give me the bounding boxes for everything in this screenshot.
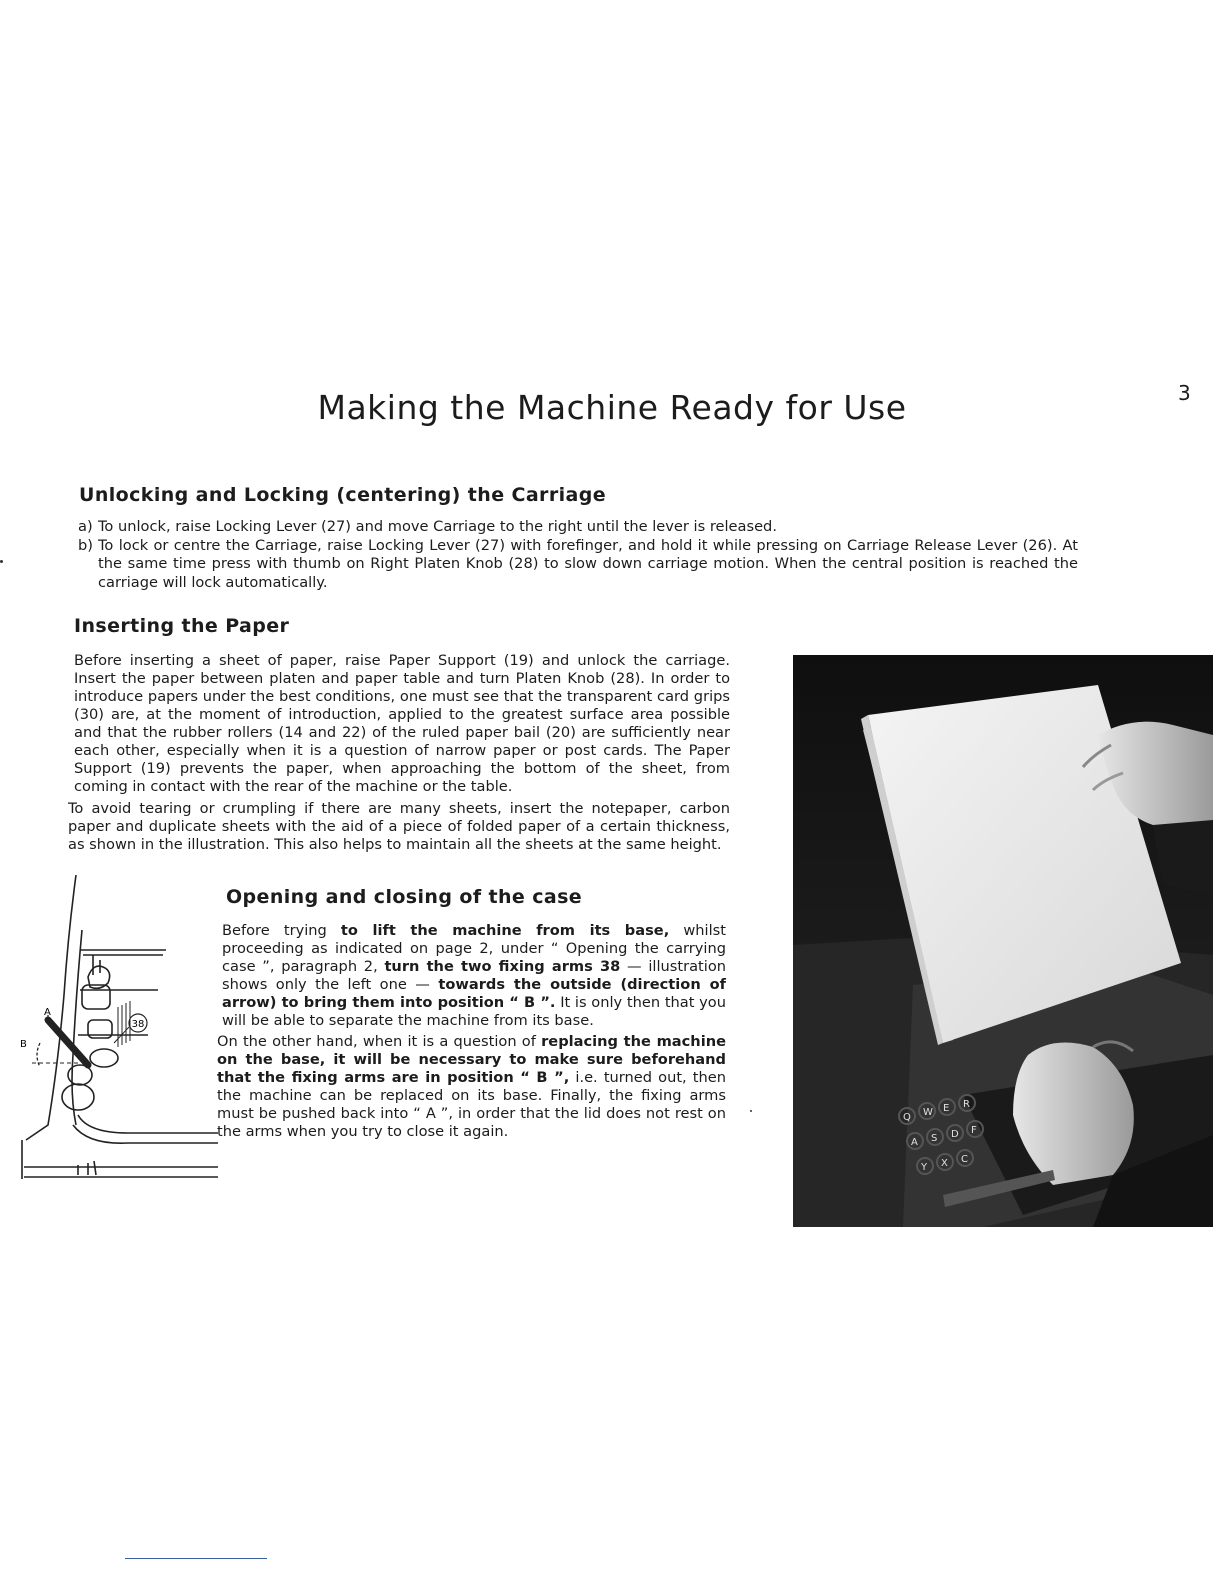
list-marker: b) bbox=[78, 536, 93, 554]
photo-key: A bbox=[911, 1137, 918, 1148]
unlocking-heading: Unlocking and Locking (centering) the Carriage bbox=[79, 484, 607, 506]
photo-key: D bbox=[951, 1129, 959, 1140]
photo-key: X bbox=[941, 1158, 948, 1169]
position-b-label: B bbox=[20, 1039, 27, 1050]
photo-key: E bbox=[943, 1103, 950, 1114]
photo-key: Y bbox=[921, 1162, 928, 1173]
photo-key: S bbox=[931, 1133, 938, 1144]
scan-speck bbox=[750, 1110, 752, 1112]
bold-run: to lift the machine from its base, bbox=[340, 922, 670, 939]
bold-run: replacing the machine on the base, it will be necessary to make sure beforehand that the fixing arms are in position “ B ”, bbox=[217, 1033, 726, 1086]
photo-key: F bbox=[971, 1125, 977, 1136]
case-heading: Opening and closing of the case bbox=[226, 886, 583, 908]
inserting-paragraph-1: Before inserting a sheet of paper, raise Paper Support (19) and unlock the carriage. Insert the paper between platen and paper table and turn Platen Knob (28). In order to introduce papers under the best conditions, one must see that the transparent card grips (30) are, at the moment of introduction, applied to the greatest surface area possible and that the rubber rollers (14 and 22) of the ruled paper bail (20) are sufficiently near each other, especially when it is a question of narrow paper or post cards. The Paper Support (19) prevents the paper, when approaching the bottom of the sheet, from coming in contact with the rear of the machine or the table. bbox=[74, 652, 730, 795]
list-item bbox=[78, 537, 1078, 593]
fixing-arm bbox=[48, 1020, 88, 1065]
footer-rule bbox=[125, 1558, 267, 1559]
text-run: whilst proceeding as indicated on page 2, under “ Opening the carrying case ”, paragraph 2, bbox=[222, 922, 726, 975]
case-paragraph-1 bbox=[222, 922, 726, 1030]
bold-run: turn the two fixing arms 38 bbox=[384, 958, 621, 975]
list-item-text: To lock or centre the Carriage, raise Locking Lever (27) with forefinger, and hold it while pressing on Carriage Release Lever (26). At the same time press with thumb on Right Platen Knob (28) to slow down carriage motion. When the central position is reached the carriage will lock automatically. bbox=[98, 536, 1078, 591]
position-a-label: A bbox=[44, 1007, 51, 1018]
inserting-paragraph-2: To avoid tearing or crumpling if there are many sheets, insert the notepaper, carbon paper and duplicate sheets with the aid of a piece of folded paper of a certain thickness, as shown in the illustration. This also helps to maintain all the sheets at the same height. bbox=[68, 800, 730, 853]
text-run: i.e. turned out, then the machine can be replaced on its base. Finally, the fixing arms must be pushed back into “ A ”, in order that the lid does not rest on the arms when you try to close it again. bbox=[217, 1069, 727, 1140]
photo-key: W bbox=[923, 1107, 933, 1118]
photo-key: R bbox=[963, 1099, 970, 1110]
fixing-arm-illustration bbox=[18, 875, 218, 1185]
text-run: — illustration shows only the left one — bbox=[222, 958, 726, 993]
photo-key: Q bbox=[903, 1112, 911, 1123]
text-run: Before trying bbox=[222, 922, 341, 939]
text-run: On the other hand, when it is a question of bbox=[217, 1033, 542, 1050]
list-item-text: To unlock, raise Locking Lever (27) and move Carriage to the right until the lever is released. bbox=[98, 518, 777, 535]
inserting-heading: Inserting the Paper bbox=[74, 615, 290, 637]
text-run: It is only then that you will be able to separate the machine from its base. bbox=[222, 994, 726, 1029]
page-title: Making the Machine Ready for Use bbox=[317, 388, 907, 428]
page-number: 3 bbox=[1178, 381, 1191, 405]
callout-38-label: 38 bbox=[131, 1019, 145, 1030]
unlocking-list bbox=[78, 518, 1078, 592]
photo-key: C bbox=[961, 1154, 968, 1165]
case-paragraph-2 bbox=[217, 1033, 726, 1141]
inserting-paper-photo bbox=[793, 655, 1213, 1227]
bold-run: towards the outside (direction of arrow) to bring them into position “ B ”. bbox=[222, 976, 726, 1011]
list-marker: a) bbox=[78, 518, 93, 535]
list-item bbox=[78, 518, 1078, 537]
scan-speck bbox=[0, 560, 3, 563]
